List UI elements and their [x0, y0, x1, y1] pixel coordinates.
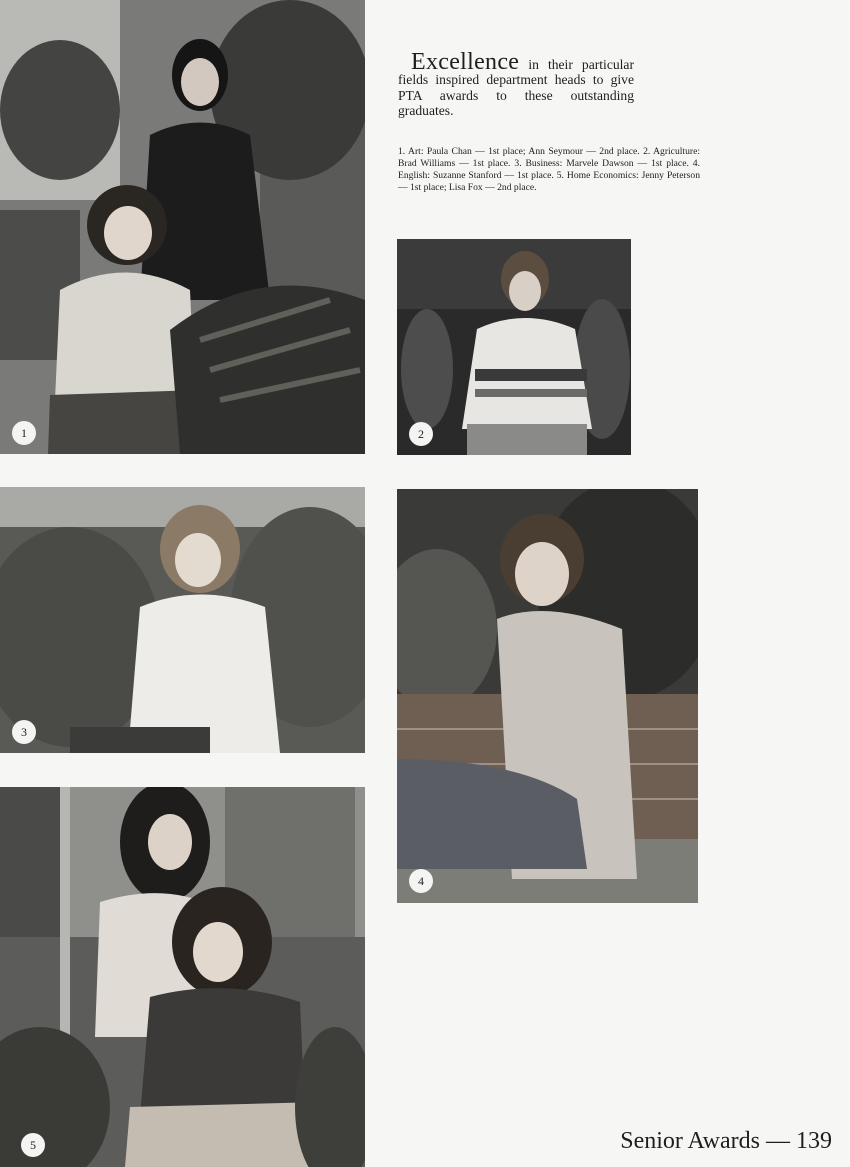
- photo-3-number-badge: 3: [12, 720, 36, 744]
- photo-2: [397, 239, 631, 455]
- photo-1-image: [0, 0, 365, 454]
- photo-4-number-badge: 4: [409, 869, 433, 893]
- intro-paragraph: [398, 49, 634, 118]
- intro-body: in their particular fields inspired department heads to give PTA awards to these outstanding graduates.: [398, 57, 634, 118]
- photo-4-image: [397, 489, 698, 903]
- photo-5: [0, 787, 365, 1167]
- photo-caption: 1. Art: Paula Chan — 1st place; Ann Seymour — 2nd place. 2. Agriculture: Brad Williams — 1st place. 3. Business: Marvele Dawson — 1st place. 4. English: Suzanne Stanford — 1st place. 5. Home Economics: Jenny Peterson — 1st place; Lisa Fox — 2nd place.: [398, 146, 700, 193]
- photo-5-image: [0, 787, 365, 1167]
- photo-1-number-badge: 1: [12, 421, 36, 445]
- intro-lead-word: Excellence: [411, 49, 520, 75]
- photo-1: [0, 0, 365, 454]
- page-footer: [620, 1128, 832, 1155]
- footer-page-number: 139: [796, 1128, 832, 1154]
- photo-3-image: [0, 487, 365, 753]
- photo-2-image: [397, 239, 631, 455]
- photo-4: [397, 489, 698, 903]
- photo-3: [0, 487, 365, 753]
- footer-section-title: Senior Awards: [620, 1128, 760, 1154]
- photo-2-number-badge: 2: [409, 422, 433, 446]
- footer-separator: —: [760, 1128, 796, 1154]
- photo-5-number-badge: 5: [21, 1133, 45, 1157]
